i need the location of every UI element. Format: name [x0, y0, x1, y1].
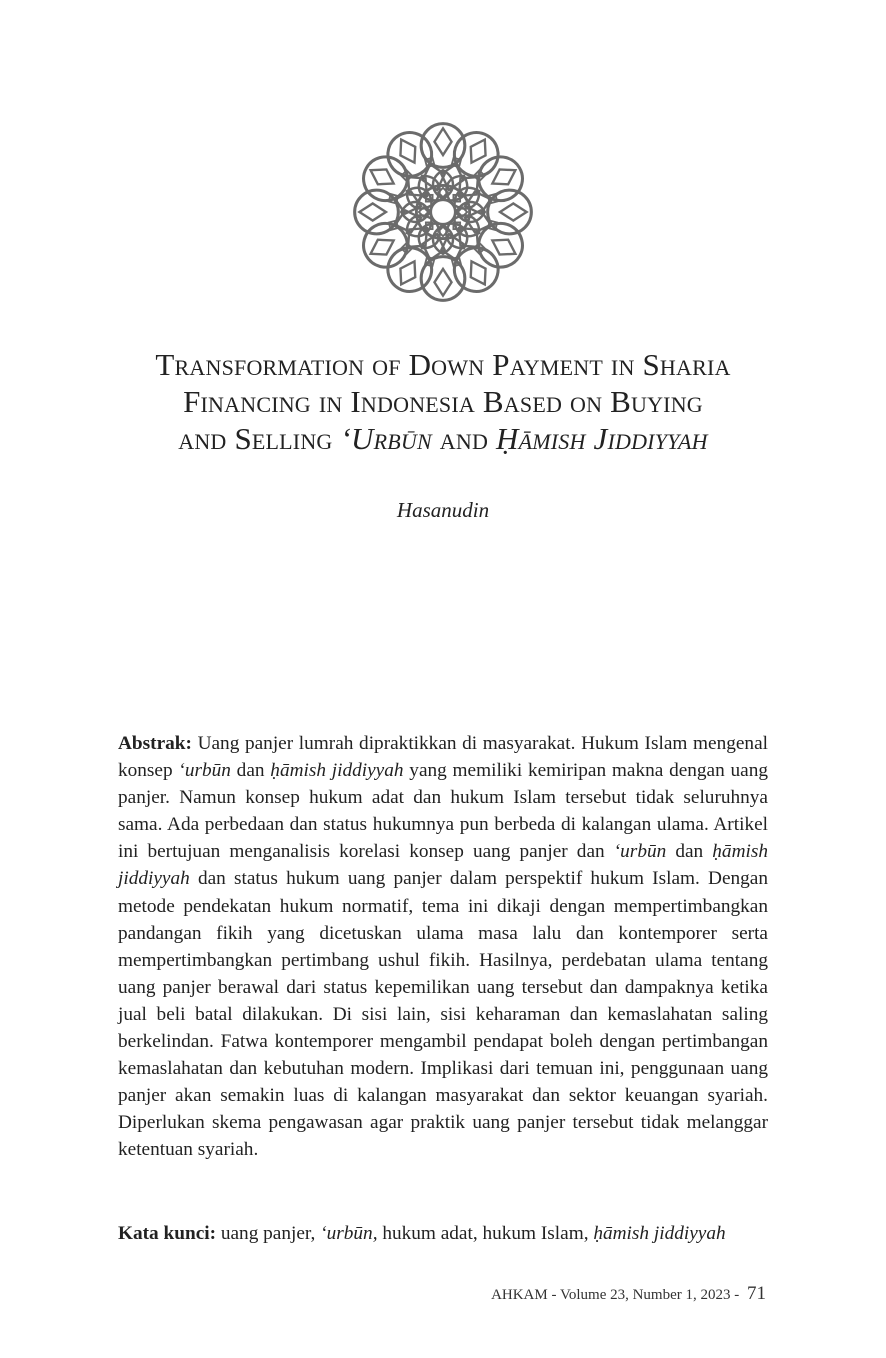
journal-info: AHKAM - Volume 23, Number 1, 2023 - [491, 1287, 743, 1303]
title-term-urbun: ‘Urbūn [340, 421, 432, 456]
keywords-text: hukum adat, hukum Islam, [377, 1223, 594, 1244]
abstract-text: Uang panjer lumrah dipraktikkan di masyarakat. Hukum Islam mengenal konsep [118, 733, 768, 782]
keywords-text: uang panjer, [216, 1223, 321, 1244]
abstract-text: dan status hukum uang panjer dalam perspektif hukum Islam. Dengan metode pendekatan hukum normatif, tema ini dikaji dengan mempertimbangkan pandangan fikih yang dicetuskan ulama masa lalu dan kontemporer serta mempertimbangkan pertimbang ushul fikih. Hasilnya, perdebatan ulama tentang uang panjer berawal dari status kepemilikan uang tersebut dan dampaknya ketika jual beli batal dilakukan. Di sisi lain, sisi keharaman dan kemaslahatan saling berkelindan. Fatwa kontemporer mengambil pendapat boleh dengan pertimbangan kemaslahatan dan kebutuhan modern. Implikasi dari temuan ini, penggunaan uang panjer akan semakin luas di kalangan masyarakat dan sektor keuangan syariah. Diperlukan skema pengawasan agar praktik uang panjer tersebut tidak melanggar ketentuan syariah. [118, 868, 768, 1161]
page-footer [491, 1283, 766, 1305]
abstract-term: ḥāmish jiddiyyah [118, 841, 768, 890]
keyword-term: ḥāmish jiddiyyah [593, 1223, 726, 1244]
keyword-term: ‘urbūn, [320, 1223, 378, 1244]
page-number: 71 [747, 1283, 766, 1304]
title-line-2: Financing in Indonesia Based on Buying [183, 384, 703, 419]
abstract-term: ‘urbūn [178, 760, 231, 782]
abstract-paragraph [118, 730, 768, 1164]
title-term-hamish: Ḥāmish Jiddiyyah [496, 421, 708, 456]
title-line-3 [90, 420, 796, 457]
title-line-1: Transformation of Down Payment in Sharia [155, 347, 731, 382]
keywords-line [118, 1220, 778, 1247]
rosette-ornament-icon [348, 117, 538, 307]
abstract-text: dan [230, 760, 271, 782]
title-text: and [431, 421, 496, 456]
article-title [90, 346, 796, 457]
keywords-label: Kata kunci: [118, 1223, 217, 1244]
abstract-text: dan [666, 841, 713, 863]
abstract-term: ‘urbūn [613, 841, 667, 863]
abstract-term: ḥāmish jiddiyyah [270, 760, 404, 782]
abstract-label: Abstrak: [118, 733, 192, 754]
title-text: and Selling [178, 421, 341, 456]
author-name: Hasanudin [396, 498, 490, 522]
abstract-text: yang memiliki kemiripan makna dengan uang panjer. Namun konsep hukum adat dan hukum Islam tersebut tidak seluruhnya sama. Ada perbedaan dan status hukumnya pun berbeda di kalangan ulama. Artikel ini bertujuan menganalisis korelasi konsep uang panjer dan [118, 760, 768, 863]
